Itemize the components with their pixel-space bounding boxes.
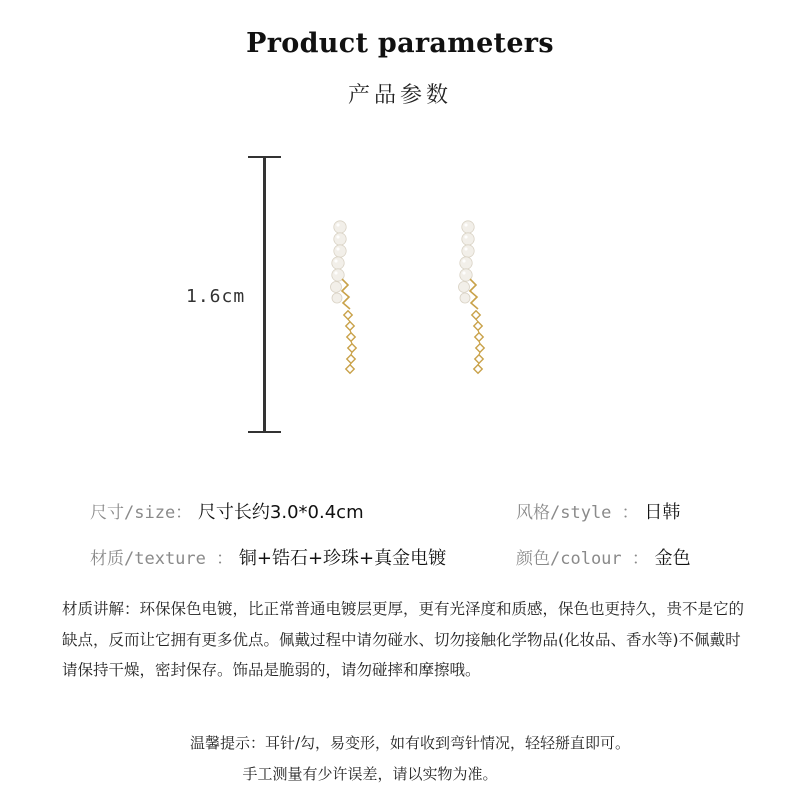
spec-color — [516, 544, 691, 570]
spec-color-label: 颜色/colour ： — [516, 549, 649, 569]
zircon-stone — [346, 322, 354, 330]
zircon-stone — [472, 311, 480, 319]
pearl-highlight — [462, 259, 465, 262]
warm-tip: 温馨提示：耳针/勾，易变形，如有收到弯针情况，轻轻掰直即可。 — [189, 734, 631, 752]
pearl — [334, 233, 346, 245]
pearl-highlight — [464, 235, 467, 238]
pearl-highlight — [462, 271, 465, 274]
earring-left-image — [310, 215, 380, 380]
pearl-highlight — [464, 223, 467, 226]
spec-size-label: 尺寸/size： — [90, 503, 193, 523]
pearl — [334, 221, 346, 233]
pearl — [459, 282, 470, 293]
spec-material-value: 铜+锆石+珍珠+真金电镀 — [238, 548, 447, 569]
material-description: 材质讲解：环保保色电镀，比正常普通电镀层更厚，更有光泽度和质感，保色也更持久，贵不是它的缺点，反而让它拥有更多优点。佩戴过程中请勿碰水、切勿接触化学物品(化妆品、香水等)不佩戴时请保持干燥，密封保存。饰品是脆弱的，请勿碰摔和摩擦哦。 — [62, 600, 745, 679]
spec-size-value: 尺寸长约3.0*0.4cm — [197, 502, 364, 523]
zircon-stone — [344, 311, 352, 319]
zircon-stone — [346, 365, 354, 373]
zircon-stone — [475, 333, 483, 341]
pearl-highlight — [336, 235, 339, 238]
page-subtitle: 产品参数 — [347, 83, 452, 108]
measurement-note: 手工测量有少许误差，请以实物为准。 — [242, 765, 498, 783]
spec-color-value: 金色 — [654, 548, 691, 569]
zircon-stone — [474, 322, 482, 330]
gold-frame — [470, 279, 478, 309]
pearl — [334, 245, 346, 257]
dimension-label: 1.6cm — [186, 286, 246, 307]
gold-frame — [342, 279, 350, 309]
spec-material-label: 材质/texture ： — [90, 549, 234, 569]
pearl-highlight — [336, 223, 339, 226]
zircon-stone — [476, 344, 484, 352]
pearl — [462, 245, 474, 257]
pearl — [332, 293, 342, 303]
spec-style — [516, 498, 680, 524]
pearl — [462, 233, 474, 245]
pearl — [462, 221, 474, 233]
dimension-ruler — [263, 157, 266, 433]
page-title: Product parameters — [246, 28, 554, 59]
pearl — [331, 282, 342, 293]
pearl — [460, 257, 472, 269]
spec-material — [90, 544, 446, 570]
pearl — [332, 257, 344, 269]
spec-style-label: 风格/style ： — [516, 503, 639, 523]
pearl-highlight — [464, 247, 467, 250]
spec-size — [90, 498, 364, 524]
zircon-stone — [475, 355, 483, 363]
pearl — [460, 293, 470, 303]
pearl-highlight — [334, 259, 337, 262]
zircon-stone — [347, 333, 355, 341]
zircon-stone — [474, 365, 482, 373]
spec-style-value: 日韩 — [644, 502, 681, 523]
dimension-ruler-bottom-cap — [248, 431, 281, 433]
pearl-highlight — [334, 271, 337, 274]
earring-right-image — [440, 215, 510, 380]
zircon-stone — [347, 355, 355, 363]
pearl-highlight — [336, 247, 339, 250]
zircon-stone — [348, 344, 356, 352]
